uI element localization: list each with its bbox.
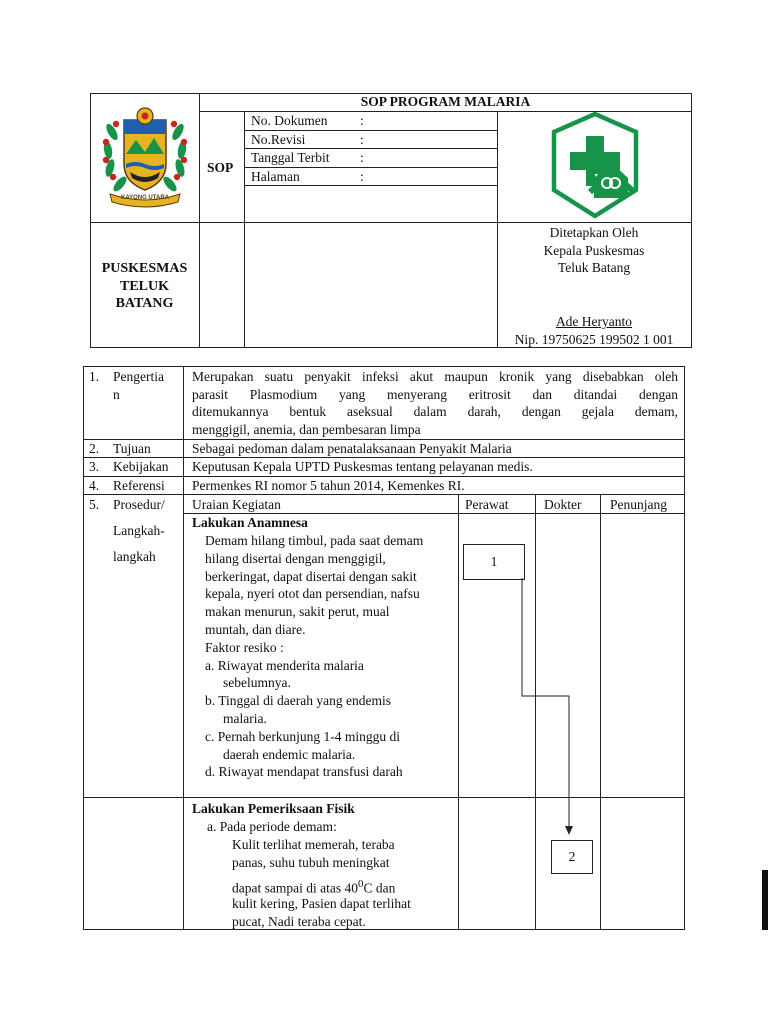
- row-number: 2.: [89, 441, 100, 456]
- row-label: Prosedur/: [113, 497, 165, 512]
- sop-label: SOP: [207, 160, 234, 175]
- text-line: ditemukannya bentuk aseksual dalam darah, dengan gejala demam,: [192, 404, 678, 419]
- step2-temp-line: [232, 876, 395, 897]
- text-line: b. Tinggal di daerah yang endemis: [205, 693, 391, 709]
- org-name: [90, 260, 199, 313]
- text-line: hilang disertai dengan menggigil,: [205, 550, 386, 566]
- col-header-activity: Uraian Kegiatan: [192, 497, 281, 512]
- step1-text: [205, 532, 423, 781]
- row-number: 1.: [89, 369, 100, 384]
- text-line: Faktor resiko :: [205, 639, 284, 655]
- row-label: n: [113, 387, 120, 402]
- row-label: Kebijakan: [113, 459, 169, 474]
- regional-seal-icon: [100, 102, 190, 210]
- text-line: parasit Plasmodium yang menyerang eritrosit dan ditandai dengan: [192, 386, 678, 402]
- row-number: 5.: [89, 497, 100, 512]
- row-label: Pengertia: [113, 369, 164, 384]
- row-label: langkah: [113, 549, 156, 564]
- text-line: kepala, nyeri otot dan persendian, nafsu: [205, 586, 420, 602]
- field-label: Halaman: [251, 169, 300, 184]
- text-line: Merupakan suatu penyakit infeksi akut maupun kronik yang disebabkan oleh: [192, 369, 678, 384]
- seal-ribbon-text: KAYONG UTARA: [120, 195, 169, 201]
- step2-line: kulit kering, Pasien dapat terlihat: [232, 896, 411, 911]
- field-sep: :: [360, 113, 364, 128]
- approval-block: [497, 224, 691, 277]
- field-sep: :: [360, 150, 364, 165]
- text-segment: C dan: [363, 880, 396, 896]
- field-label: Tanggal Terbit: [251, 150, 330, 165]
- approval-line: Teluk Batang: [557, 260, 631, 275]
- org-line: BATANG: [115, 296, 174, 311]
- reference-text: Permenkes RI nomor 5 tahun 2014, Kemenkes RI.: [192, 478, 465, 493]
- step1-title: Lakukan Anamnesa: [192, 515, 308, 530]
- col-header-doctor: Dokter: [544, 497, 582, 512]
- step2-line: pucat, Nadi teraba cepat.: [232, 914, 366, 929]
- row-label: Tujuan: [113, 441, 151, 456]
- row-label: Referensi: [113, 478, 165, 493]
- text-line: berkeringat, dapat disertai dengan sakit: [205, 568, 417, 584]
- policy-text: Keputusan Kepala UPTD Puskesmas tentang pelayanan medis.: [192, 459, 533, 474]
- step2-line: a. Pada periode demam:: [207, 819, 337, 834]
- doc-title: SOP PROGRAM MALARIA: [360, 94, 531, 109]
- approval-line: Kepala Puskesmas: [543, 242, 645, 258]
- field-sep: :: [360, 132, 364, 147]
- row-number: 4.: [89, 478, 100, 493]
- field-label: No.Revisi: [251, 132, 306, 147]
- text-line: d. Riwayat mendapat transfusi darah: [205, 764, 403, 780]
- puskesmas-logo-icon: [550, 112, 640, 220]
- flow-arrow: [515, 575, 585, 845]
- step2-title: Lakukan Pemeriksaan Fisik: [192, 801, 355, 816]
- approval-line: Ditetapkan Oleh: [549, 225, 639, 240]
- superscript: 0: [357, 878, 364, 890]
- purpose-text: Sebagai pedoman dalam penatalaksanaan Penyakit Malaria: [192, 441, 512, 456]
- definition-text: [192, 368, 678, 438]
- page-edge-mark: [762, 870, 768, 930]
- col-header-nurse: Perawat: [465, 497, 509, 512]
- text-line: muntah, dan diare.: [205, 621, 306, 637]
- text-line: c. Pernah berkunjung 1-4 minggu di: [205, 728, 400, 744]
- row-number: 3.: [89, 459, 100, 474]
- org-line: PUSKESMAS: [101, 261, 188, 276]
- org-line: TELUK: [119, 278, 169, 294]
- flow-step-2-box: 2: [551, 840, 593, 874]
- text-line: makan menurun, sakit perut, mual: [205, 604, 390, 620]
- step2-line: panas, suhu tubuh meningkat: [232, 855, 390, 870]
- step2-line: Kulit terlihat memerah, teraba: [232, 837, 395, 852]
- text-line: sebelumnya.: [223, 675, 291, 691]
- approver-name: Ade Heryanto: [555, 314, 633, 329]
- flow-step-1-box: 1: [463, 544, 525, 580]
- col-header-support: Penunjang: [610, 497, 667, 512]
- approver-nip: Nip. 19750625 199502 1 001: [514, 332, 674, 347]
- text-line: malaria.: [223, 710, 267, 726]
- text-line: a. Riwayat menderita malaria: [205, 657, 364, 673]
- text-segment: dapat sampai di atas 40: [232, 880, 358, 896]
- field-label: No. Dokumen: [251, 113, 328, 128]
- field-sep: :: [360, 169, 364, 184]
- text-line: menggigil, anemia, dan pembesaran limpa: [192, 421, 421, 437]
- text-line: daerah endemic malaria.: [223, 746, 356, 762]
- text-line: Demam hilang timbul, pada saat demam: [205, 533, 424, 548]
- row-label: Langkah-: [113, 523, 165, 538]
